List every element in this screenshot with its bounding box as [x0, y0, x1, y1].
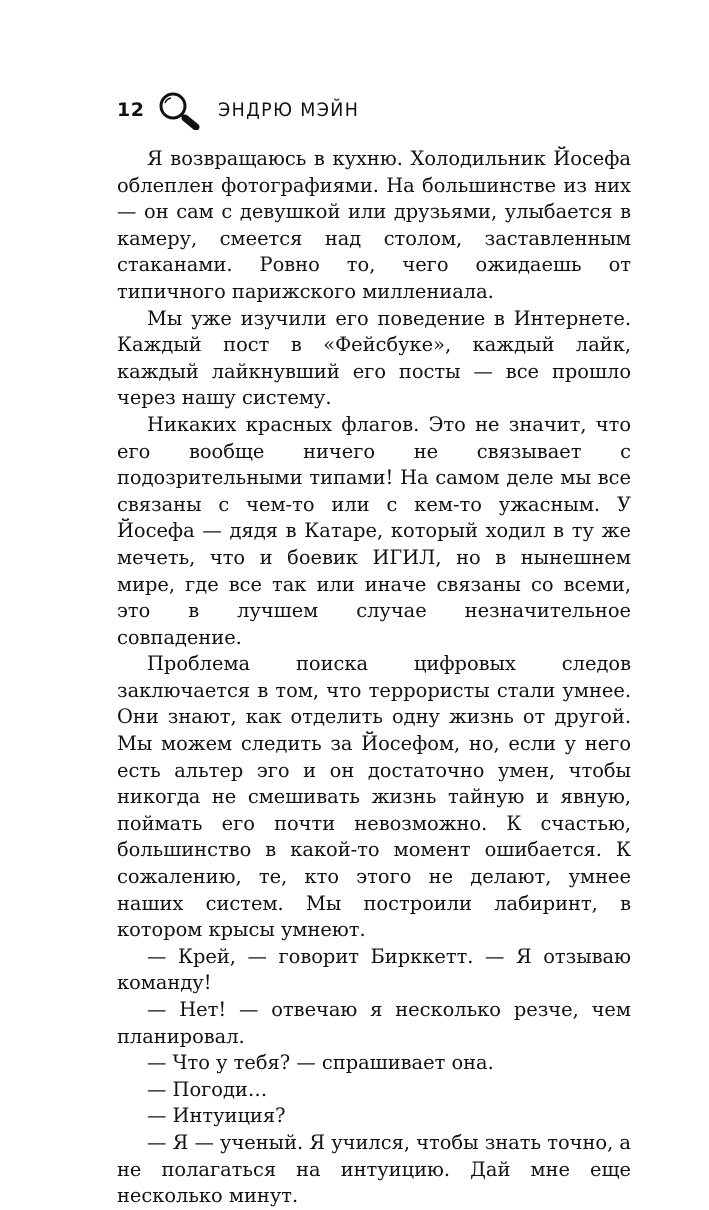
dialogue-line: — Крей, — говорит Бирккетт. — Я отзываю команду! [117, 944, 631, 995]
author-name: ЭНДРЮ МЭЙН [218, 99, 360, 121]
paragraph: Мы уже изучили его поведение в Интернете. Каждый пост в «Фейсбуке», каждый лайк, каждый лайкнувший его посты — все прошло через нашу систему. [117, 306, 631, 410]
paragraph: Никаких красных флагов. Это не значит, что его вообще ничего не связывает с подозрительными типами! На самом деле мы все связаны с чем-то или с кем-то ужасным. У Йосефа — дядя в Катаре, который ходил в ту же мечеть, что и боевик ИГИЛ, но в нынешнем мире, где все так или иначе связаны со всеми, это в лучшем случае незначительное совпадение. [117, 412, 631, 649]
body-text [117, 146, 631, 1210]
paragraph: Проблема поиска цифровых следов заключается в том, что террористы стали умнее. Они знают, как отделить одну жизнь от другой. Мы можем следить за Йосефом, но, если у него есть альтер эго и он достаточно умен, чтобы никогда не смешивать жизнь тайную и явную, поймать его почти невозможно. К счастью, большинство в какой-то момент ошибается. К сожалению, те, кто этого не делают, умнее наших систем. Мы построили лабиринт, в котором крысы умнеют. [117, 652, 631, 942]
dialogue-line: — Интуиция? [147, 1104, 286, 1128]
dialogue-line: — Погоди… [147, 1077, 268, 1101]
paragraph: Я возвращаюсь в кухню. Холодильник Йосефа облеплен фотографиями. На большинстве из них — он сам с девушкой или друзьями, улыбается в камеру, смеется над столом, заставленным стаканами. Ровно то, чего ожидаешь от типичного парижского миллениала. [117, 147, 631, 303]
magnifier-icon [156, 90, 206, 130]
page-number: 12 [117, 99, 145, 121]
dialogue-line: — Нет! — отвечаю я несколько резче, чем планировал. [117, 998, 631, 1048]
dialogue-line: — Что у тебя? — спрашивает она. [147, 1051, 494, 1075]
running-head [117, 90, 372, 130]
dialogue-line: — Я — ученый. Я учился, чтобы знать точно, а не полагаться на интуицию. Дай мне еще несколько минут. [117, 1130, 631, 1208]
